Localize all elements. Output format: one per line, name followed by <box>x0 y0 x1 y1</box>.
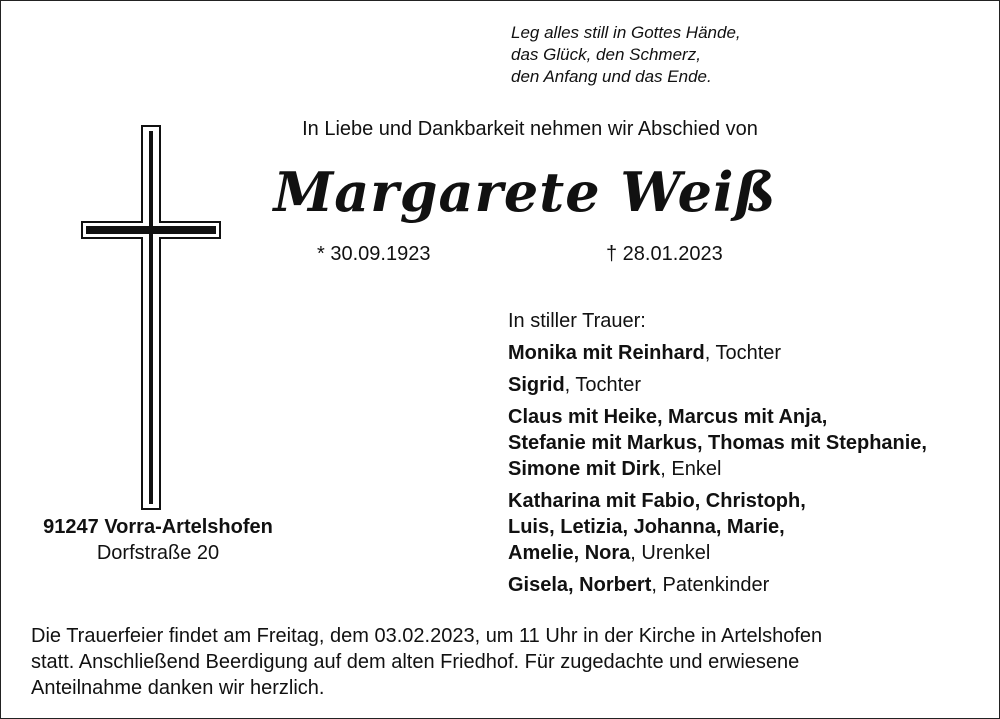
mourner-names: Gisela, Norbert <box>508 574 652 596</box>
latin-cross-icon <box>80 125 222 510</box>
mourner-group <box>508 340 927 366</box>
mourner-names: Stefanie mit Markus, Thomas mit Stephanie, <box>508 432 927 454</box>
cross-inner-line <box>86 131 216 504</box>
notice-line: Anteilnahme danken wir herzlich. <box>31 677 325 699</box>
mourners-list <box>508 308 927 598</box>
verse-line: Leg alles still in Gottes Hände, <box>511 23 741 42</box>
intro-text: In Liebe und Dankbarkeit nehmen wir Abschied von <box>302 118 758 140</box>
mourner-relation: , Patenkinder <box>651 574 770 596</box>
mourner-group <box>508 488 927 566</box>
mourner-names: Claus mit Heike, Marcus mit Anja, <box>508 406 828 428</box>
mourner-relation: , Tochter <box>704 342 782 364</box>
address-city: 91247 Vorra-Artelshofen <box>43 516 273 538</box>
funeral-notice <box>31 623 976 701</box>
mourner-names: Katharina mit Fabio, Christoph, <box>508 490 806 512</box>
mourner-group <box>508 572 927 598</box>
mourner-names: Monika mit Reinhard <box>508 342 705 364</box>
mourner-group <box>508 404 927 482</box>
address-street: Dorfstraße 20 <box>96 542 220 564</box>
address <box>18 514 298 566</box>
mourner-names: Sigrid <box>508 374 565 396</box>
mourner-group <box>508 372 927 398</box>
mourner-relation: , Enkel <box>660 458 722 480</box>
notice-line: Die Trauerfeier findet am Freitag, dem 03.02.2023, um 11 Uhr in der Kirche in Artelshofen <box>31 625 823 647</box>
mourner-relation: , Urenkel <box>630 542 711 564</box>
verse-line: das Glück, den Schmerz, <box>511 45 701 64</box>
mourner-names: Simone mit Dirk <box>508 458 661 480</box>
birth-date: * 30.09.1923 <box>317 243 431 265</box>
verse <box>511 22 741 88</box>
deceased-name: Margarete Weiß <box>273 160 777 224</box>
notice-line: statt. Anschließend Beerdigung auf dem alten Friedhof. Für zugedachte und erwiesene <box>31 651 800 673</box>
verse-line: den Anfang und das Ende. <box>511 67 712 86</box>
mourner-names: Luis, Letizia, Johanna, Marie, <box>508 516 785 538</box>
mourner-relation: , Tochter <box>564 374 642 396</box>
death-date: † 28.01.2023 <box>606 243 723 265</box>
mourner-names: Amelie, Nora <box>508 542 631 564</box>
mourners-heading: In stiller Trauer: <box>508 310 646 332</box>
